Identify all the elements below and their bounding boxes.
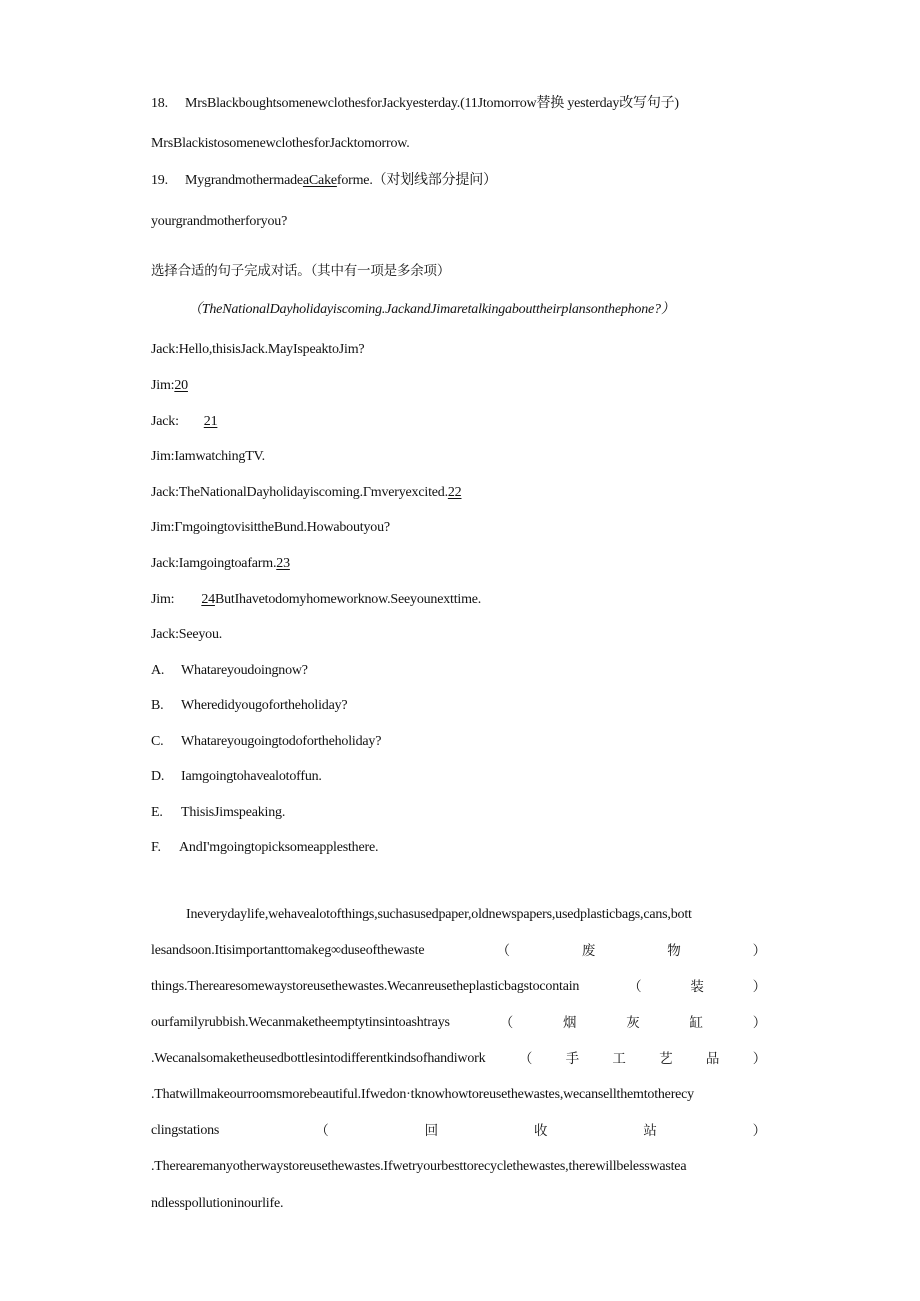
gloss-char: ）: [752, 1123, 766, 1139]
blank-20: 20: [174, 378, 188, 393]
speaker: Jack:: [151, 414, 179, 429]
blank-21: 21: [203, 414, 218, 429]
dialogue-text: ButIhavetodomyhomeworknow.Seeyounexttime.: [214, 592, 482, 607]
dialogue-line-3: [151, 413, 217, 431]
dialogue-line-8: [151, 591, 481, 609]
gloss-char: 站: [643, 1123, 657, 1139]
option-text: Iamgoingtohavealotoffun.: [181, 769, 322, 784]
option-d: [151, 768, 322, 786]
gloss-char: 废: [581, 943, 596, 959]
passage-line-5: [151, 1050, 766, 1068]
gloss-char: 烟: [562, 1015, 577, 1031]
passage-line-6: .Thatwillmakeourroomsmorebeautiful.Ifwedon·tknowhowtoreusethewastes,wecansellthemtotherecy: [151, 1087, 694, 1102]
option-f: [151, 839, 378, 857]
gloss-char: ）: [752, 943, 766, 959]
passage-line-9: ndlesspollutioninourlife.: [151, 1196, 284, 1211]
blank-24: 24: [201, 592, 215, 607]
option-c: [151, 733, 381, 751]
underlined-phrase: aCake: [302, 173, 337, 188]
option-text: ThisisJimspeaking.: [181, 805, 286, 820]
question-number: 19.: [151, 173, 168, 188]
option-letter: E.: [151, 805, 163, 820]
option-text: Wheredidyougofortheholiday?: [181, 698, 348, 713]
speaker: Jim:: [151, 378, 175, 393]
passage-line-7: [151, 1122, 766, 1140]
option-letter: F.: [151, 840, 161, 855]
gloss-char: 物: [667, 943, 681, 959]
gloss-char: ）: [752, 1015, 766, 1031]
question-number: 18.: [151, 96, 168, 111]
dialogue-line-1: Jack:Hello,thisisJack.MayIspeaktoJim?: [151, 342, 365, 357]
dialogue-line-7: [151, 555, 290, 573]
option-text: Whatareyougoingtodofortheholiday?: [181, 734, 382, 749]
option-letter: C.: [151, 734, 164, 749]
dialogue-text: Jack:TheNationalDayholidayiscoming.Γmveryexcited.: [151, 485, 448, 500]
passage-text: things.Therearesomewaystoreusethewastes.Wecanreusetheplasticbagstocontain: [151, 979, 580, 994]
gloss-char: 工: [612, 1051, 626, 1067]
dialogue-line-4: Jim:IamwatchingTV.: [151, 449, 265, 464]
passage-text: clingstations: [151, 1123, 220, 1138]
passage-text: .Wecanalsomaketheusedbottlesintodifferentkindsofhandiwork: [151, 1051, 486, 1066]
gloss-char: （: [499, 1015, 513, 1031]
option-a: [151, 662, 308, 680]
passage-line-4: [151, 1014, 766, 1032]
dialogue-line-5: [151, 484, 461, 502]
blank-22: 22: [447, 485, 462, 500]
gloss-char: （: [518, 1051, 533, 1067]
option-text: Whatareyoudoingnow?: [181, 663, 308, 678]
gloss-char: 回: [424, 1123, 438, 1139]
question-text: MrsBlackboughtsomenewclothesforJackyesterday.(11Jtomorrow替换 yesterday改写句子): [185, 96, 679, 111]
passage-line-8: .Therearemanyotherwaystoreusethewastes.Ifwetryourbesttorecyclethewastes,therewillbelesswastea: [151, 1159, 687, 1174]
gloss-char: （: [628, 979, 642, 995]
question-text-after: forme.（对划线部分提问）: [336, 173, 497, 188]
gloss-char: 收: [533, 1123, 548, 1139]
dialogue-line-2: [151, 377, 188, 395]
passage-line-2: [151, 942, 766, 960]
blank-23: 23: [276, 556, 290, 571]
gloss-char: 缸: [689, 1015, 703, 1031]
passage-line-1: Ineverydaylife,wehavealotofthings,suchasusedpaper,oldnewspapers,usedplasticbags,cans,bott: [186, 907, 692, 922]
question-text-before: Mygrandmothermade: [185, 173, 303, 188]
question-18: [151, 95, 679, 113]
option-e: [151, 804, 285, 822]
dialogue-line-9: Jack:Seeyou.: [151, 627, 223, 642]
passage-text: lesandsoon.Itisimportanttomakeg∞duseofthewaste: [151, 943, 425, 958]
dialogue-context: （TheNationalDayholidayiscoming.JackandJimaretalkingabouttheirplansonthephone?）: [188, 302, 675, 317]
option-letter: D.: [151, 769, 165, 784]
option-b: [151, 697, 347, 715]
gloss-char: ）: [752, 1051, 766, 1067]
gloss-char: 灰: [626, 1015, 640, 1031]
section-instruction: 选择合适的句子完成对话。（其中有一项是多余项）: [151, 263, 451, 279]
passage-text: ourfamilyrubbish.Wecanmaketheemptytinsintoashtrays: [151, 1015, 450, 1030]
gloss-char: （: [496, 943, 510, 959]
question-19: [151, 172, 497, 190]
option-text: AndI'mgoingtopicksomeapplesthere.: [179, 840, 379, 855]
gloss-char: （: [315, 1123, 329, 1139]
gloss-char: 品: [705, 1051, 720, 1067]
speaker: Jim:: [151, 592, 175, 607]
option-letter: A.: [151, 663, 165, 678]
dialogue-text: Jack:Iamgoingtoafarm.: [151, 556, 277, 571]
passage-line-3: [151, 978, 766, 996]
option-letter: B.: [151, 698, 164, 713]
dialogue-line-6: Jim:ΓmgoingtovisittheBund.Howaboutyou?: [151, 520, 390, 535]
answer-line-18: MrsBlackistosomenewclothesforJacktomorrow.: [151, 136, 410, 151]
answer-line-19: yourgrandmotherforyou?: [151, 214, 288, 229]
gloss-char: ）: [752, 979, 766, 995]
gloss-char: 装: [690, 979, 704, 995]
gloss-char: 手: [565, 1051, 579, 1067]
gloss-char: 艺: [659, 1051, 673, 1067]
